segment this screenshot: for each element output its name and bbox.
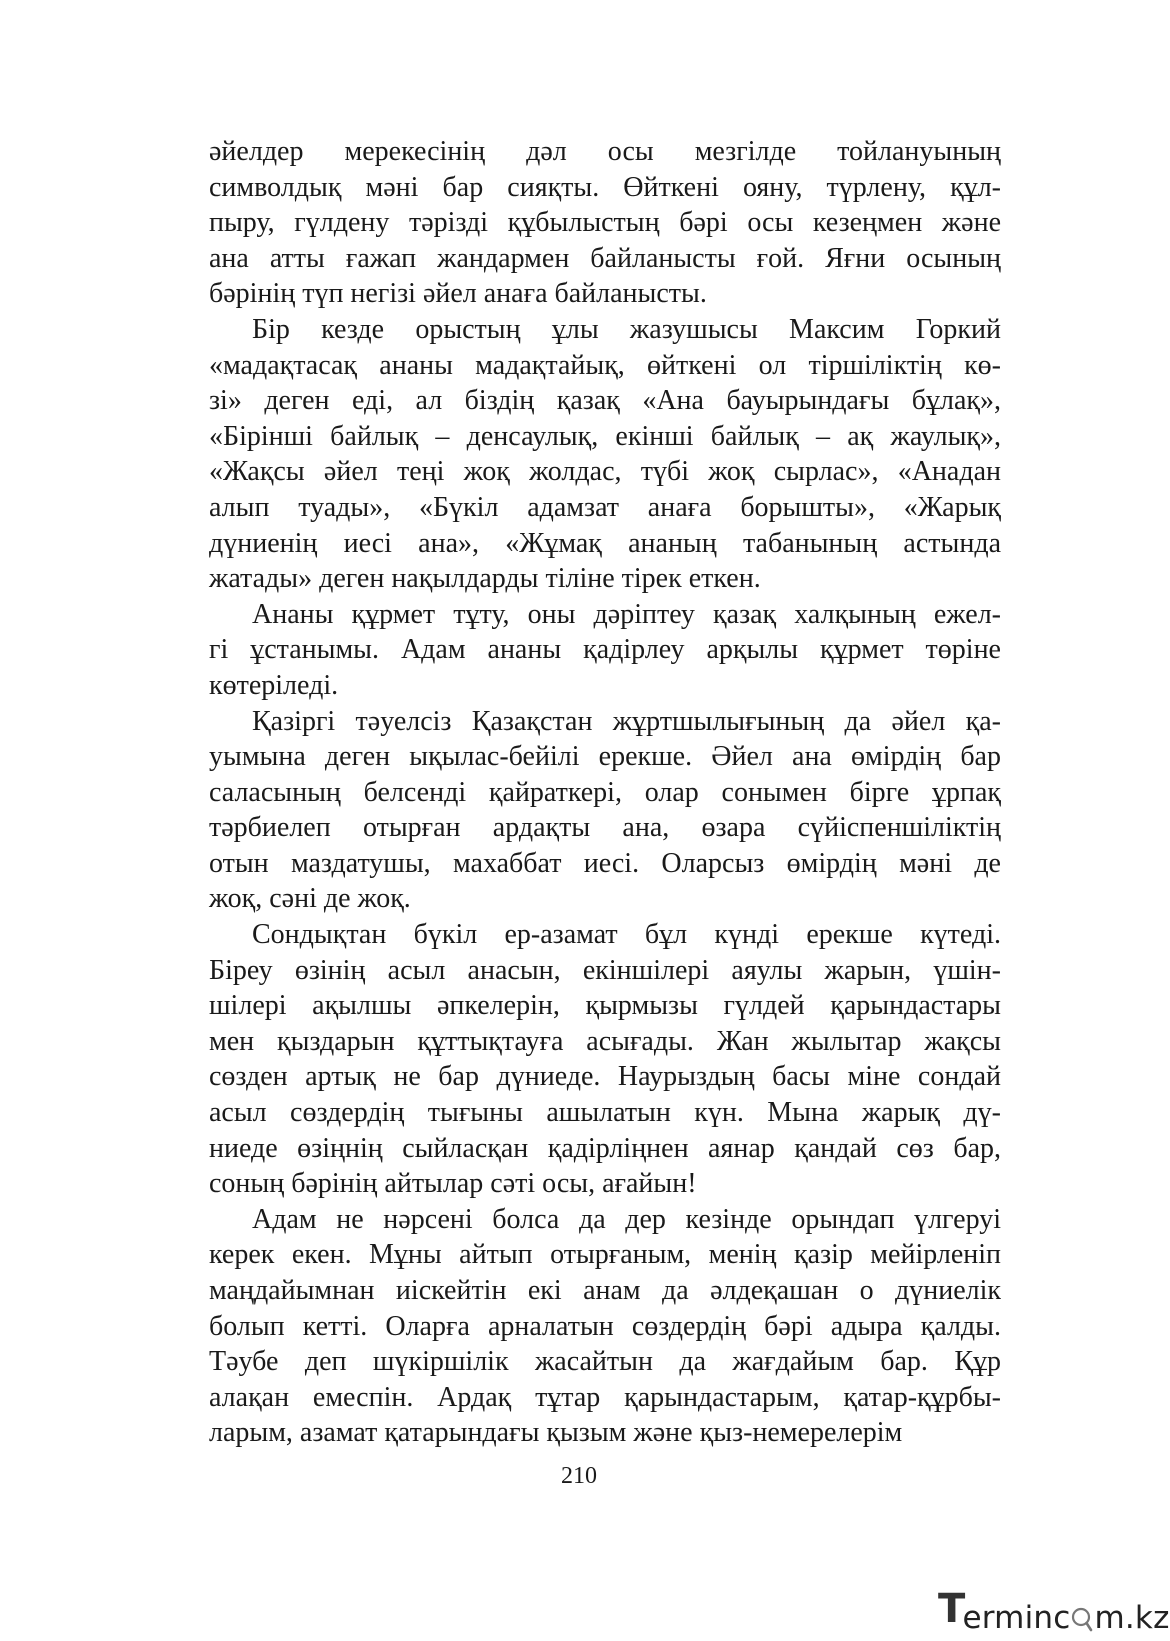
text-line: тәрбиелеп отырған ардақты ана, өзара сүйіспеншіліктің (209, 812, 1001, 844)
text-line: шілері ақылшы әпкелерін, қырмызы гүлдей қарындастары (209, 990, 1001, 1022)
text-line: маңдайымнан иіскейтін екі анам да әлдеқашан о дүниелік (209, 1275, 1001, 1306)
paragraph (209, 597, 1001, 704)
text-line: «Бірінші байлық – денсаулық, екінші байлық – ақ жаулық», (209, 420, 1001, 452)
text-line: Сондықтан бүкіл ер-азамат бұл күнді ерекше күтеді. (252, 919, 1001, 951)
text-line: ана атты ғажап жандармен байланысты ғой. Яғни осының (209, 242, 1001, 274)
page-body (209, 134, 1001, 1451)
text-line: соның бәрінің айтылар сәті осы, ағайын! (209, 1168, 697, 1200)
paragraph (209, 917, 1001, 1202)
text-line: Ананы құрмет тұту, оны дәріптеу қазақ халқының ежел- (252, 598, 1001, 630)
text-line: уымына деген ықылас-бейілі ерекше. Әйел ана өмірдің бар (209, 741, 1001, 773)
text-line: әйелдер мерекесінің дәл осы мезгілде тойлануының (209, 136, 1001, 167)
text-line: гі ұстанымы. Адам ананы қадірлеу арқылы құрмет төріне (209, 634, 1001, 666)
text-line: Бір кезде орыстың ұлы жазушысы Максим Горкий (252, 313, 1001, 345)
text-line: Адам не нәрсені болса да дер кезінде орындап үлгеруі (252, 1203, 1001, 1235)
text-line: жоқ, сәні де жоқ. (209, 883, 411, 915)
text-line: зі» деген еді, ал біздің қазақ «Ана бауырындағы бұлақ», (209, 385, 1001, 417)
text-line: «Жақсы әйел теңі жоқ жолдас, түбі жоқ сырлас», «Анадан (209, 456, 1001, 488)
text-line: ниеде өзіңнің сыйласқан қадірліңнен аянар қандай сөз бар, (209, 1132, 1001, 1164)
paragraph (209, 704, 1001, 918)
text-line: мен қыздарын құттықтауға асығады. Жан жылытар жақсы (209, 1025, 1001, 1057)
text-line: символдық мәні бар сияқты. Өйткені ояну, түрлену, құл- (209, 171, 1001, 203)
text-line: саласының белсенді қайраткері, олар сонымен бірге ұрпақ (209, 776, 1001, 808)
text-line: «мадақтасақ ананы мадақтайық, өйткені ол тіршіліктің кө- (209, 349, 1001, 381)
watermark-text-part2: m.kz (1094, 1600, 1170, 1636)
paragraph (209, 312, 1001, 597)
text-line: отын маздатушы, махаббат иесі. Оларсыз өмірдің мәні де (209, 847, 1001, 879)
text-line: ларым, азамат қатарындағы қызым және қыз-немерелерім (209, 1417, 903, 1449)
text-line: Біреу өзінің асыл анасын, екіншілері аяулы жарын, үшін- (209, 954, 1001, 986)
watermark-first-letter: T (938, 1586, 966, 1632)
text-line: көтеріледі. (209, 669, 339, 701)
text-line: пыру, гүлдену тәрізді құбылыстың бәрі осы кезеңмен және (209, 207, 1001, 239)
text-line: алақан емеспін. Ардақ тұтар қарындастарым, қатар-құрбы- (209, 1381, 1001, 1413)
text-line: асыл сөздердің тығыны ашылатын күн. Мына жарық дү- (209, 1097, 1001, 1129)
text-line: алып туады», «Бүкіл адамзат анаға борышты», «Жарық (209, 491, 1001, 523)
watermark-logo (938, 1586, 1170, 1636)
paragraph (209, 134, 1001, 312)
text-line: сөзден артық не бар дүниеде. Наурыздың басы міне сондай (209, 1061, 1001, 1093)
paragraph (209, 1202, 1001, 1451)
text-line: Қазіргі тәуелсіз Қазақстан жұртшылығының да әйел қа- (252, 705, 1001, 737)
text-line: болып кетті. Оларға арналатын сөздердің бәрі адыра қалды. (209, 1310, 1001, 1342)
magnifier-icon (1071, 1603, 1093, 1641)
text-line: керек екен. Мұны айтып отырғаным, менің қазір мейірленіп (209, 1239, 1001, 1271)
page-number: 210 (561, 1463, 597, 1489)
watermark-text-part1: erminc (962, 1600, 1071, 1636)
text-line: Тәубе деп шүкіршілік жасайтын да жағдайым бар. Құр (209, 1346, 1001, 1378)
text-line: дүниенің иесі ана», «Жұмақ ананың табанының астында (209, 527, 1001, 559)
text-line: жатады» деген нақылдарды тіліне тірек еткен. (209, 563, 761, 595)
text-line: бәрінің түп негізі әйел анаға байланысты. (209, 278, 707, 310)
